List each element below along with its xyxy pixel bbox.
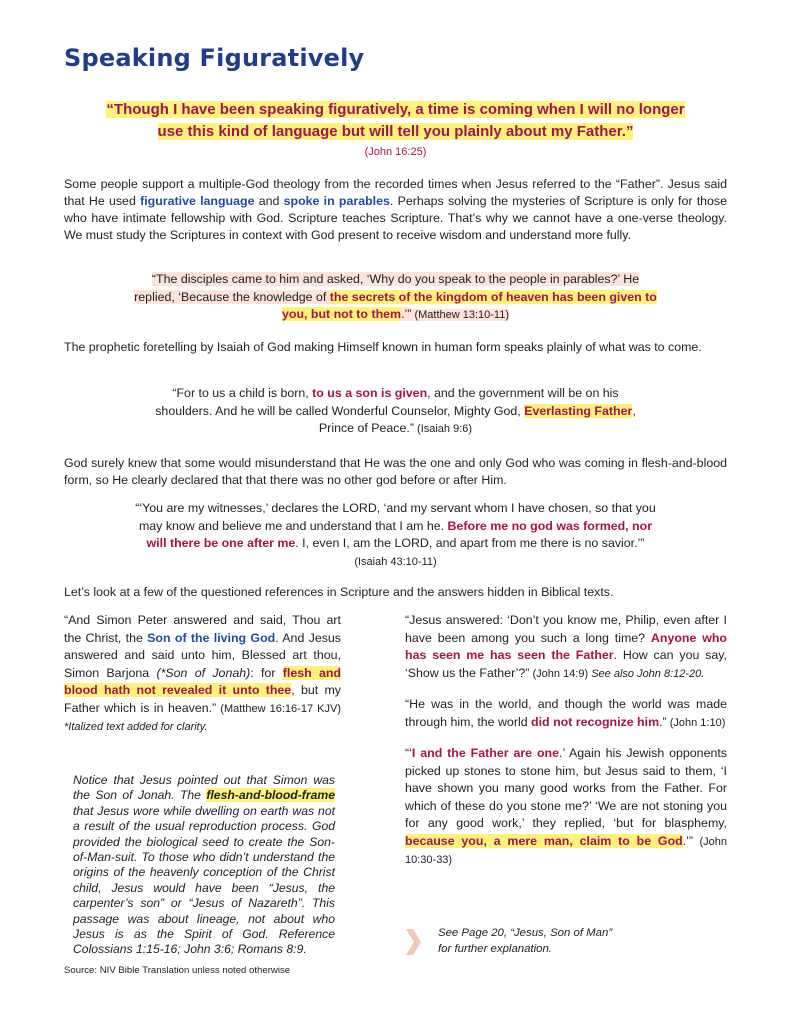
source-footnote: Source: NIV Bible Translation unless noted otherwise bbox=[64, 965, 291, 976]
intro-quote-line1: “Though I have been speaking figuratively, a time is coming when I will no longer bbox=[106, 101, 685, 118]
see-line2: for further explanation. bbox=[438, 943, 552, 955]
left-text-a: “And Simon Peter answered and said, Thou art the Christ, the bbox=[64, 613, 341, 645]
q1-line3b: .’” bbox=[401, 307, 412, 321]
right-quote-john-1 bbox=[405, 696, 727, 732]
commentary-note bbox=[73, 773, 335, 958]
paragraph-2: The prophetic foretelling by Isaiah of God making Himself known in human form speaks plainly of what was to come. bbox=[64, 340, 702, 354]
chevron-right-icon bbox=[404, 927, 422, 957]
p1-text-c: and bbox=[254, 194, 284, 208]
r2-text-a: “He was in the world, and though the world was made through him, the world bbox=[405, 697, 727, 729]
q2-line2c: , bbox=[632, 403, 636, 418]
r1-text-c: . How can you say, ‘Show us the Father’?” bbox=[405, 648, 727, 680]
paragraph-3: God surely knew that some would misunderstand that He was the one and only God who was coming in flesh-and-blood form, so He clearly declared that that there was no other god before or after Him. bbox=[64, 456, 727, 487]
left-note: *Italized text added for clarity. bbox=[64, 721, 208, 733]
paragraph-1 bbox=[64, 176, 727, 244]
q1-line2b: the secrets of the kingdom of heaven has been given to bbox=[329, 289, 657, 304]
p1-figurative: figurative language bbox=[140, 194, 255, 208]
left-text-g: , but my Father which is in heaven.” bbox=[64, 683, 341, 715]
r2-text-c: .” bbox=[659, 714, 667, 729]
q2-line3: Prince of Peace.” bbox=[318, 421, 414, 435]
p1-text-a: Some people support a multiple-God theology from the recorded times when Jesus referred to the “Father”. Jesus said that He used bbox=[64, 177, 727, 208]
right-quote-john-14 bbox=[405, 612, 727, 683]
q2-line2a: shoulders. And he will be called Wonderful Counselor, Mighty God, bbox=[155, 403, 525, 418]
right-column bbox=[405, 612, 727, 870]
r1-seen-father: Anyone who has seen me has seen the Father bbox=[405, 630, 727, 662]
intro-quote bbox=[64, 99, 727, 143]
note-text-c: that Jesus wore while dwelling on earth was not a result of the usual reproduction process. God provided the biological seed to create the Son-of-Man-suit. To those who didn’t understand the origins of the heavenly conception of the Christ child, Jesus would have been “Jesus, the carpenter’s son” or “Jesus of Nazareth”. This passage was about lineage, not about who Jesus is as the Spirit of God. Reference Colossians 1:15-16; John 3:6; Romans 8:9. bbox=[73, 803, 335, 957]
q2-son-given: to us a son is given bbox=[312, 386, 428, 400]
r1-text-a: “Jesus answered: ‘Don’t you know me, Philip, even after I have been among you such a long time? bbox=[405, 613, 727, 645]
see-line1: See Page 20, “Jesus, Son of Man” bbox=[438, 927, 613, 939]
p1-text-e: . Perhaps solving the mysteries of Scripture is only for those who have intimate fellowship with God. Scripture teaches Scripture. That’s why we cannot have a one-verse theology. We must study the Scriptures in context with God present to receive wisdom and understand more fully. bbox=[64, 194, 728, 242]
quote-isaiah-43 bbox=[64, 500, 727, 571]
see-page-20-note bbox=[438, 925, 688, 957]
left-son-living-god: Son of the living God bbox=[147, 630, 276, 645]
left-column-quote bbox=[64, 612, 341, 737]
left-ref: (Matthew 16:16-17 KJV) bbox=[216, 702, 341, 715]
q1-ref: (Matthew 13:10-11) bbox=[411, 309, 510, 321]
p1-parables: spoke in parables bbox=[283, 194, 390, 208]
page-title: Speaking Figuratively bbox=[64, 44, 365, 72]
r3-father-one: I and the Father are one bbox=[411, 746, 560, 760]
r3-text-a: “‘ bbox=[405, 746, 412, 760]
right-quote-john-10 bbox=[405, 745, 727, 870]
r3-ref: (John 10:30-33) bbox=[405, 835, 728, 866]
q3-line3b: . I, even I, am the LORD, and apart from me there is no savior.’” bbox=[295, 536, 645, 550]
q3-ref: (Isaiah 43:10-11) bbox=[354, 555, 437, 568]
left-text-c: . And Jesus answered and said unto him, Blessed art thou, Simon Barjona bbox=[64, 630, 342, 680]
left-text-e: : for bbox=[250, 665, 283, 680]
q3-line2b: Before me no god was formed, nor bbox=[447, 518, 653, 533]
q2-ref: (Isaiah 9:6) bbox=[413, 423, 473, 435]
q1-line1: “The disciples came to him and asked, ‘Why do you speak to the people in parables?’ He bbox=[151, 272, 640, 286]
intro-quote-line2: use this kind of language but will tell you plainly about my Father.” bbox=[157, 123, 634, 140]
paragraph-4: Let’s look at a few of the questioned references in Scripture and the answers hidden in Biblical texts. bbox=[64, 585, 614, 599]
q2-everlasting-father: Everlasting Father bbox=[524, 403, 633, 418]
r3-text-e: .’” bbox=[682, 833, 694, 848]
quote-matthew-13 bbox=[64, 271, 727, 325]
r2-ref: (John 1:10) bbox=[666, 716, 726, 729]
quote-isaiah-9 bbox=[64, 385, 727, 439]
q2-line1c: , and the government will be on his bbox=[427, 386, 619, 400]
r1-see-also: See also John 8:12-20. bbox=[591, 667, 705, 680]
q2-line1a: “For to us a child is born, bbox=[172, 386, 313, 400]
left-son-of-jonah: (*Son of Jonah) bbox=[156, 665, 251, 680]
r3-text-c: .’ Again his Jewish opponents picked up stones to stone him, but Jesus said to them, ‘I have shown you many good works from the Father. For which of these do you stone me?’ ‘We are not stoning you for any good work,’ they replied, ‘but for blasphemy, bbox=[405, 746, 727, 830]
q3-line1: “‘You are my witnesses,’ declares the LORD, ‘and my servant whom I have chosen, so that you bbox=[135, 501, 656, 515]
q3-line3a: will there be one after me bbox=[146, 536, 296, 550]
q3-line2a: may know and believe me and understand that I am he. bbox=[138, 518, 448, 533]
q1-line2a: replied, ‘Because the knowledge of bbox=[134, 289, 330, 304]
left-flesh-blood: flesh and blood hath not revealed it unto thee bbox=[64, 665, 341, 697]
r1-ref: (John 14:9) bbox=[529, 667, 592, 680]
intro-ref: (John 16:25) bbox=[364, 146, 427, 158]
note-flesh-frame: flesh-and-blood-frame bbox=[206, 788, 335, 803]
r2-not-recognize: did not recognize him bbox=[531, 714, 660, 729]
q1-line3a: you, but not to them bbox=[281, 307, 402, 321]
r3-mere-man: because you, a mere man, claim to be God bbox=[405, 833, 683, 848]
note-text-a: Notice that Jesus pointed out that Simon was the Son of Jonah. The bbox=[73, 773, 335, 803]
